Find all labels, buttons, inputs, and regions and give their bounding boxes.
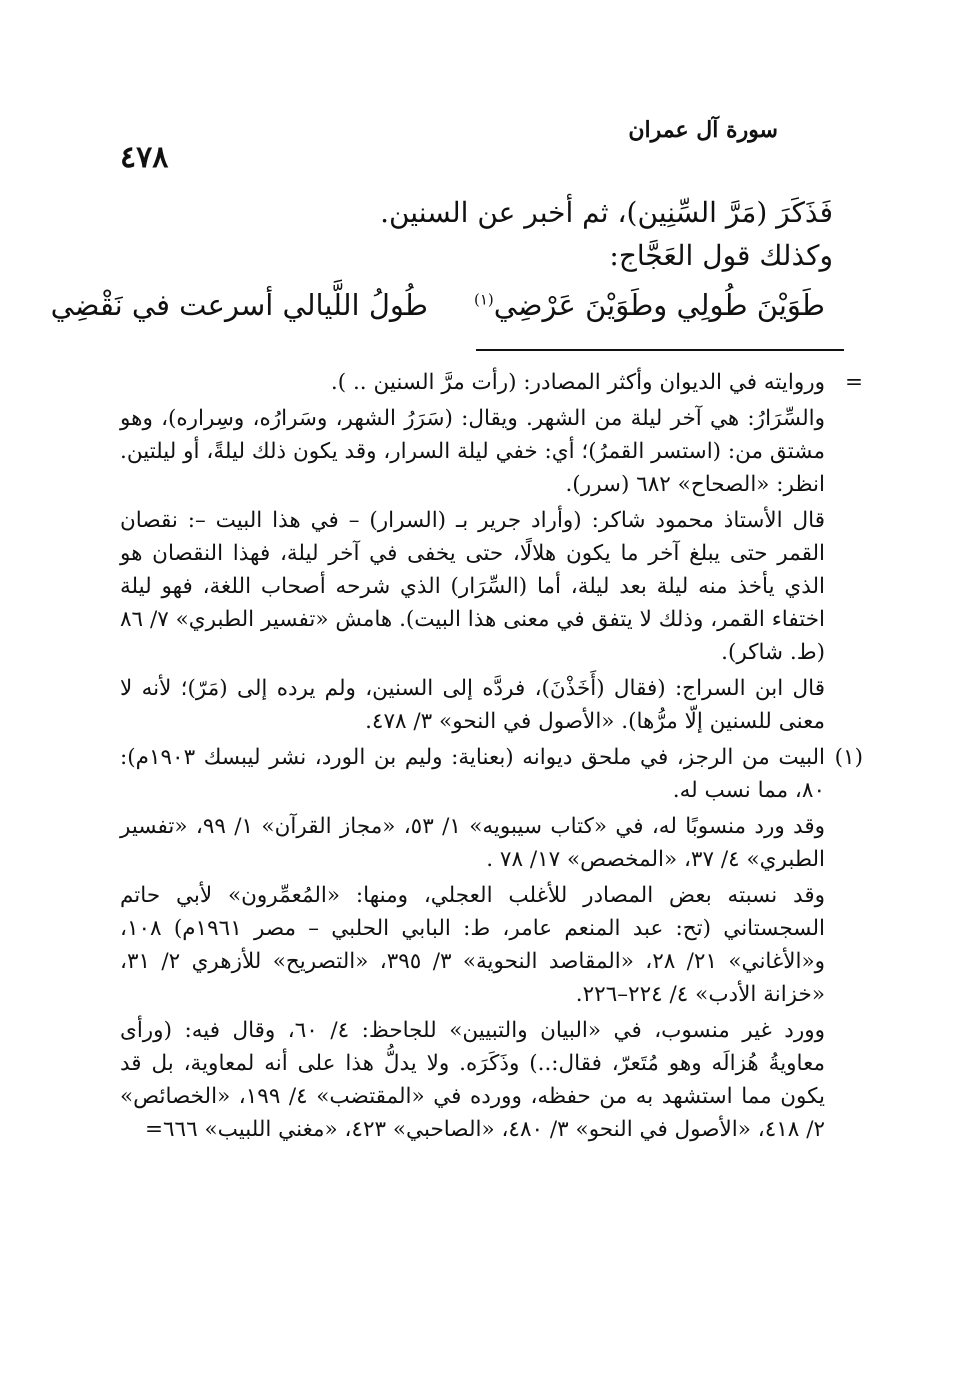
footnote-text: وروايته في الديوان وأكثر المصادر: (رأت مرَّ السنين .. ). xyxy=(330,370,825,395)
footnote-continuation xyxy=(120,366,863,399)
footnotes xyxy=(120,366,863,1149)
footnote-text: البيت من الرجز، في ملحق ديوانه (بعناية: وليم بن الورد، نشر ليبسك ١٩٠٣م): ٨٠، مما نسب له. xyxy=(120,745,825,803)
verse-hemistich-second: طُولُ اللَّيالي أسرعت في نَقْضِي xyxy=(50,288,428,322)
footnote-reference: (١) xyxy=(473,290,494,309)
footnote-text: والسِّرَارُ: هي آخر ليلة من الشهر. ويقال: (سَرَرُ الشهر، وسَرارُه، وسِراره)، وهو مشتق من: (استسر القمرُ)؛ أي: خفي ليلة السرار، وقد يكون ذلك ليلةً، أو ليلتين. انظر: «الصحاح» ٦٨٢ (سرر). xyxy=(120,406,825,497)
footnote-number: (١) xyxy=(834,745,863,770)
footnote-paragraph xyxy=(120,672,825,738)
footnote-paragraph xyxy=(120,402,825,501)
poetry-verse xyxy=(50,288,825,322)
main-line-2: وكذلك قول العَجَّاج: xyxy=(609,239,833,272)
footnote-1 xyxy=(120,741,863,807)
verse-hemistich-first: طَوَيْنَ طُولِي وطَوَيْنَ عَرْضِي xyxy=(493,288,825,322)
footnote-text: قال ابن السراج: (فقال (أَخَذْنَ)، فردَّه إلى السنين، ولم يرده إلى (مَرّ)؛ لأنه لا معنى للسنين إلّا مرُّها). «الأصول في النحو» ٣/ ٤٧٨. xyxy=(120,676,825,734)
footnote-text: وقد ورد منسوبًا له، في «كتاب سيبويه» ١/ ٥٣، «مجاز القرآن» ١/ ٩٩، «تفسير الطبري» ٤/ ٣٧، «المخصص» ١٧/ ٧٨ . xyxy=(120,814,825,872)
footnote-paragraph xyxy=(120,879,825,1011)
footnote-paragraph xyxy=(120,504,825,669)
main-line-1: فَذَكَرَ (مَرَّ السِّنِين)، ثم أخبر عن السنين. xyxy=(380,196,833,229)
footnote-paragraph xyxy=(120,1014,825,1146)
footnote-text: قال الأستاذ محمود شاكر: (وأراد جرير بـ (السرار) – في هذا البيت –: نقصان القمر حتى يبلغ آخر ما يكون هلالًا، حتى يخفى في آخر ليلة، فهذا النقصان هو الذي يأخذ منه ليلة بعد ليلة، أما (السِّرَار) الذي شرحه أصحاب اللغة، فهو ليلة اختفاء القمر، وذلك لا يتفق في معنى هذا البيت). هامش «تفسير الطبري» ٧/ ٨٦ (ط. شاكر). xyxy=(120,508,826,665)
footnote-paragraph xyxy=(120,810,825,876)
running-title: سورة آل عمران xyxy=(628,117,778,143)
footnote-text: وورد غير منسوب، في «البيان والتبيين» للجاحظ: ٤/ ٦٠، وقال فيه: (ورأى معاويةُ هُزالَه وهو مُتَعرّ، فقال:..) وذَكَرَه. ولا يدلُّ هذا على أنه لمعاوية، بل قد يكون مما استشهد به من حفظه، وورده في «المقتضب» ٤/ ١٩٩، «الخصائص» ٢/ ٤١٨، «الأصول في النحو» ٣/ ٤٨٠، «الصاحبي» ٤٢٣، «مغني اللبيب» ٦٦٦= xyxy=(120,1018,826,1142)
footnote-text: وقد نسبته بعض المصادر للأغلب العجلي، ومنها: «المُعمِّرون» لأبي حاتم السجستاني (تح: عبد المنعم عامر، ط: البابي الحلبي – مصر ١٩٦١م) ١٠٨، و«الأغاني» ٢١/ ٢٨، «المقاصد النحوية» ٣/ ٣٩٥، «التصريح» للأزهري ٢/ ٣١، «خزانة الأدب» ٤/ ٢٢٤–٢٢٦. xyxy=(120,883,826,1007)
page-number: ٤٧٨ xyxy=(120,140,169,175)
main-text xyxy=(130,193,833,276)
footnote-separator xyxy=(476,349,844,351)
continuation-marker: = xyxy=(844,370,863,395)
